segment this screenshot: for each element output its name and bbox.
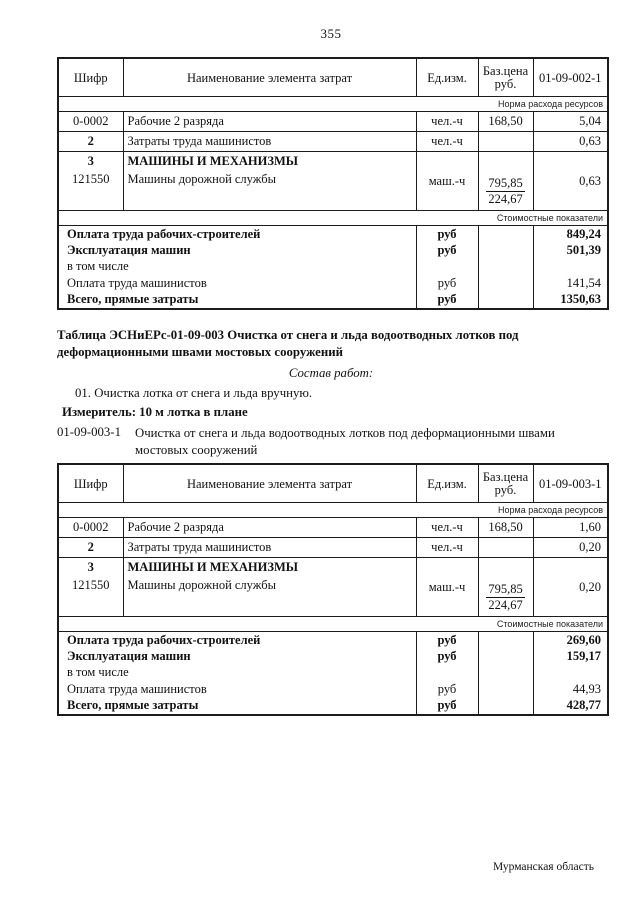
norm-entry-code: 01-09-003-1	[57, 425, 121, 439]
cell-base-price-fraction: 795,85 224,67	[478, 558, 533, 617]
cost-row-labor	[58, 632, 608, 649]
header-cell-norm-code: 01-09-002-1	[533, 58, 608, 97]
header-cell-code: Шифр	[58, 464, 123, 503]
norm-entry	[57, 425, 605, 458]
resource-row-drivers	[58, 538, 608, 558]
header-cell-norm-code: 01-09-003-1	[533, 464, 608, 503]
cost-row-value: 428,77	[533, 698, 608, 715]
cell-code: 2	[58, 538, 123, 558]
band-norm-label: Норма расхода ресурсов	[58, 97, 608, 112]
cost-row-empty	[478, 292, 533, 309]
cell-code: 3 121550	[58, 558, 123, 617]
cost-row-labor	[58, 226, 608, 243]
cell-norm-value: 0,20	[533, 538, 608, 558]
cost-row-unit: руб	[416, 226, 478, 243]
cell-base-price-empty	[478, 132, 533, 152]
region-footer: Мурманская область	[492, 861, 594, 873]
cost-row-total	[58, 292, 608, 309]
cost-row-unit: руб	[416, 242, 478, 258]
table-header-row	[58, 58, 608, 97]
cost-row-empty	[478, 275, 533, 291]
cell-norm-value: 0,20	[533, 558, 608, 617]
cost-row-label: Всего, прямые затраты	[58, 698, 416, 715]
cost-row-label: Оплата труда рабочих-строителей	[58, 226, 416, 243]
cost-row-unit: руб	[416, 698, 478, 715]
cell-unit: чел.-ч	[416, 132, 478, 152]
cost-row-unit: руб	[416, 292, 478, 309]
header-cell-base-price: Баз.цена руб.	[478, 58, 533, 97]
header-cell-code: Шифр	[58, 58, 123, 97]
work-composition-heading: Состав работ:	[288, 366, 374, 380]
page-number: 355	[320, 26, 342, 41]
cell-unit: чел.-ч	[416, 538, 478, 558]
measure-line: Измеритель: 10 м лотка в плане	[62, 405, 248, 419]
cost-row-empty	[478, 698, 533, 715]
cost-row-value: 141,54	[533, 275, 608, 291]
cost-row-value-empty	[533, 259, 608, 275]
cell-norm-value: 0,63	[533, 132, 608, 152]
norm-entry-text: Очистка от снега и льда водоотводных лотков под деформационными швами мостовых сооружений	[135, 426, 555, 457]
cost-row-total	[58, 698, 608, 715]
band-row-cost	[58, 617, 608, 632]
header-cell-name: Наименование элемента затрат	[123, 58, 416, 97]
cost-row-machines	[58, 648, 608, 664]
cell-norm-value: 0,63	[533, 152, 608, 211]
cost-row-including	[58, 665, 608, 681]
cost-row-empty	[478, 681, 533, 697]
cell-unit: маш.-ч	[416, 152, 478, 211]
cost-row-empty	[478, 648, 533, 664]
cost-row-label: Оплата труда рабочих-строителей	[58, 632, 416, 649]
cost-row-value: 849,24	[533, 226, 608, 243]
cost-row-unit: руб	[416, 275, 478, 291]
cell-name: Рабочие 2 разряда	[123, 518, 416, 538]
resource-row-machines	[58, 152, 608, 211]
cost-row-empty	[478, 665, 533, 681]
cost-row-value: 501,39	[533, 242, 608, 258]
cost-row-unit: руб	[416, 648, 478, 664]
cost-row-empty	[478, 632, 533, 649]
cost-row-unit-empty	[416, 259, 478, 275]
cell-unit: чел.-ч	[416, 112, 478, 132]
cell-base-price-empty	[478, 538, 533, 558]
cost-row-value: 44,93	[533, 681, 608, 697]
cell-unit: чел.-ч	[416, 518, 478, 538]
header-cell-name: Наименование элемента затрат	[123, 464, 416, 503]
band-row-norm	[58, 97, 608, 112]
resource-row-workers	[58, 518, 608, 538]
band-cost-label: Стоимостные показатели	[58, 211, 608, 226]
resource-row-drivers	[58, 132, 608, 152]
cost-row-label: Всего, прямые затраты	[58, 292, 416, 309]
band-cost-label: Стоимостные показатели	[58, 617, 608, 632]
cost-row-label: Оплата труда машинистов	[58, 275, 416, 291]
band-row-cost	[58, 211, 608, 226]
cost-row-drivers	[58, 681, 608, 697]
cell-code: 2	[58, 132, 123, 152]
band-row-norm	[58, 503, 608, 518]
cost-row-label: Эксплуатация машин	[58, 242, 416, 258]
cost-row-unit: руб	[416, 681, 478, 697]
header-cell-unit: Ед.изм.	[416, 58, 478, 97]
section-title: Таблица ЭСНиЕРс-01-09-003 Очистка от снега и льда водоотводных лотков под деформационными швами мостовых сооружений	[57, 328, 519, 359]
cost-row-empty	[478, 259, 533, 275]
cost-row-empty	[478, 226, 533, 243]
band-norm-label: Норма расхода ресурсов	[58, 503, 608, 518]
resource-row-workers	[58, 112, 608, 132]
table-header-row	[58, 464, 608, 503]
cell-name: Затраты труда машинистов	[123, 538, 416, 558]
cost-row-machines	[58, 242, 608, 258]
cost-row-value: 1350,63	[533, 292, 608, 309]
cell-base-price-fraction: 795,85 224,67	[478, 152, 533, 211]
estimate-table-01-09-003-1	[57, 463, 609, 716]
cell-name: МАШИНЫ И МЕХАНИЗМЫ Машины дорожной службы	[123, 152, 416, 211]
cell-unit: маш.-ч	[416, 558, 478, 617]
cost-row-unit: руб	[416, 632, 478, 649]
cell-code: 0-0002	[58, 518, 123, 538]
cost-row-value: 159,17	[533, 648, 608, 664]
cell-code: 3 121550	[58, 152, 123, 211]
cost-row-label: в том числе	[58, 665, 416, 681]
cell-name: Рабочие 2 разряда	[123, 112, 416, 132]
cell-name: МАШИНЫ И МЕХАНИЗМЫ Машины дорожной службы	[123, 558, 416, 617]
header-cell-base-price: Баз.цена руб.	[478, 464, 533, 503]
cost-row-label: в том числе	[58, 259, 416, 275]
cell-base-price: 168,50	[478, 112, 533, 132]
cell-base-price: 168,50	[478, 518, 533, 538]
cell-code: 0-0002	[58, 112, 123, 132]
work-composition-item: 01. Очистка лотка от снега и льда вручную.	[75, 386, 313, 400]
cell-norm-value: 5,04	[533, 112, 608, 132]
estimate-table-01-09-002-1	[57, 57, 609, 310]
cell-norm-value: 1,60	[533, 518, 608, 538]
cost-row-label: Оплата труда машинистов	[58, 681, 416, 697]
section-01-09-003	[57, 327, 605, 458]
cost-row-empty	[478, 242, 533, 258]
cost-row-label: Эксплуатация машин	[58, 648, 416, 664]
cost-row-unit-empty	[416, 665, 478, 681]
cost-row-drivers	[58, 275, 608, 291]
cost-row-value: 269,60	[533, 632, 608, 649]
header-cell-unit: Ед.изм.	[416, 464, 478, 503]
cost-row-including	[58, 259, 608, 275]
cost-row-value-empty	[533, 665, 608, 681]
cell-name: Затраты труда машинистов	[123, 132, 416, 152]
resource-row-machines	[58, 558, 608, 617]
